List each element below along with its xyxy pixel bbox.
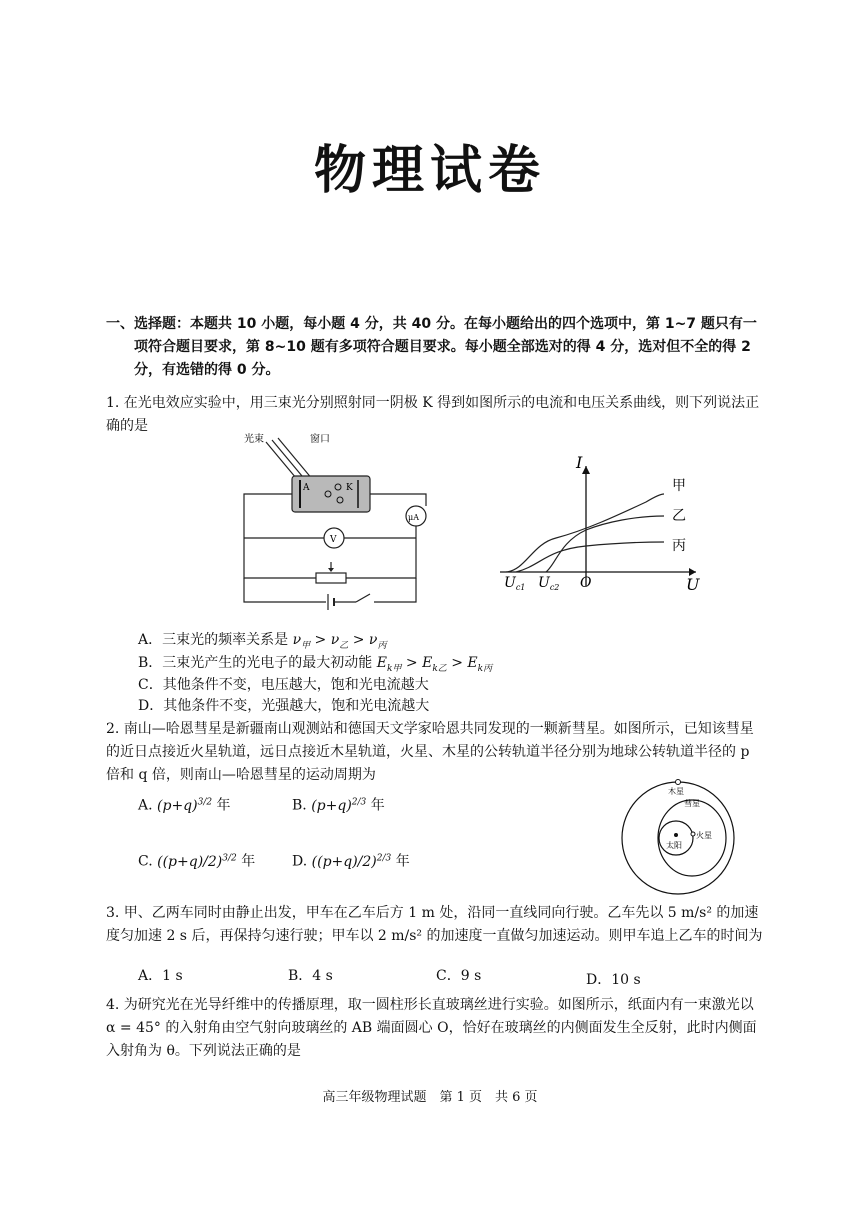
q1-option-c[interactable]: C．其他条件不变，电压越大，饱和光电流越大 xyxy=(138,677,429,693)
jupiter-orbit xyxy=(622,782,734,894)
section-instructions: 一、选择题：本题共 10 小题，每小题 4 分，共 40 分。在每小题给出的四个选项中，第 1~7 题只有一项符合题目要求，第 8~10 题有多项符合题目要求。每小题全部选对的得 4 分，选对但不全的得 2 分，有选错的得 0 分。 xyxy=(106,316,757,378)
q2-option-c-formula: $((p+q)/2)^{3/2}$ xyxy=(157,853,237,870)
uc1-label: $U_{c1}$ xyxy=(504,575,526,592)
q2-option-d[interactable] xyxy=(292,848,410,872)
question-2-stem: 2. 南山—哈恩彗星是新疆南山观测站和德国天文学家哈恩共同发现的一颗新彗星。如图所示，已知该彗星的近日点接近火星轨道，远日点接近木星轨道，火星、木星的公转轨道半径分别为地球公转轨道半径的 p 倍和 q 倍，则南山—哈恩彗星的运动周期为 xyxy=(106,721,754,783)
q2-option-a-unit: 年 xyxy=(216,797,231,814)
q1-option-b-formula: $E_{k甲} > E_{k乙} > E_{k丙}$ xyxy=(376,655,493,674)
window-label: 窗口 xyxy=(310,434,330,445)
sun-label: 太阳 xyxy=(666,841,682,850)
q2-option-d-formula: $((p+q)/2)^{2/3}$ xyxy=(311,853,392,870)
jupiter-label: 木星 xyxy=(668,787,684,796)
q1-option-a-text: A．三束光的频率关系是 xyxy=(138,632,289,648)
q3-option-b[interactable]: B．4 s xyxy=(288,968,333,984)
uc2-label: $U_{c2}$ xyxy=(538,575,560,592)
beam-label: 光束 xyxy=(244,434,264,445)
photoelectric-circuit-diagram xyxy=(236,430,436,614)
q2-option-a-label: A. xyxy=(138,797,153,814)
section-heading xyxy=(106,313,766,382)
sun xyxy=(674,833,678,837)
x-axis-label: U xyxy=(686,575,700,592)
mars-label: 火星 xyxy=(696,831,712,840)
q2-option-d-unit: 年 xyxy=(395,853,410,870)
q2-option-a[interactable] xyxy=(138,792,231,816)
cathode-label: K xyxy=(346,483,353,493)
ammeter-label: μA xyxy=(408,513,419,522)
q1-option-b-text: B．三束光产生的光电子的最大初动能 xyxy=(138,655,373,671)
q2-option-c-label: C. xyxy=(138,853,153,870)
curve-jia xyxy=(506,494,664,572)
curve-yi-label: 乙 xyxy=(672,508,686,524)
comet-orbit xyxy=(658,800,726,876)
q2-option-b-label: B. xyxy=(292,797,307,814)
q3-option-d[interactable]: D．10 s xyxy=(586,972,641,988)
q2-option-c-unit: 年 xyxy=(241,853,256,870)
curve-jia-label: 甲 xyxy=(672,478,686,494)
curve-bing-label: 丙 xyxy=(672,538,686,554)
q2-option-b-formula: $(p+q)^{2/3}$ xyxy=(311,797,367,814)
q3-option-a[interactable]: A．1 s xyxy=(138,968,183,984)
page-footer: 高三年级物理试题 第 1 页 共 6 页 xyxy=(322,1090,538,1105)
y-axis-label: I xyxy=(576,453,583,472)
q2-option-c[interactable] xyxy=(138,848,255,872)
q3-option-c[interactable]: C．9 s xyxy=(436,968,482,984)
rheostat xyxy=(316,573,346,583)
anode-label: A xyxy=(303,483,310,493)
question-1-stem: 1. 在光电效应实验中，用三束光分别照射同一阴极 K 得到如图所示的电流和电压关系曲线，则下列说法正确的是 xyxy=(106,395,760,434)
q1-option-a-formula: $\nu_甲 > \nu_乙 > \nu_丙$ xyxy=(292,632,387,651)
comet-orbit-diagram xyxy=(618,776,740,898)
page-title: 物理试卷 xyxy=(313,141,546,201)
q1-option-a[interactable] xyxy=(138,630,386,656)
question-3-stem: 3. 甲、乙两车同时由静止出发，甲车在乙车后方 1 m 处，沿同一直线同向行驶。乙车先以 5 m/s² 的加速度匀加速 2 s 后，再保持匀速行驶；甲车以 2 m/s² 的加速度一直做匀加速运动。则甲车追上乙车的时间为 xyxy=(106,905,763,944)
q2-option-b-unit: 年 xyxy=(370,797,385,814)
question-4-stem: 4. 为研究光在光导纤维中的传播原理，取一圆柱形长直玻璃丝进行实验。如图所示，纸面内有一束激光以 α = 45° 的入射角由空气射向玻璃丝的 AB 端面圆心 O，恰好在玻璃丝的内侧面发生全反射，此时内侧面入射角为 θ。下列说法正确的是 xyxy=(106,997,757,1059)
voltmeter-label: V xyxy=(330,535,337,545)
q2-option-a-formula: $(p+q)^{3/2}$ xyxy=(157,797,213,814)
current-voltage-graph xyxy=(496,446,706,592)
origin-label: O xyxy=(580,575,592,591)
curve-bing xyxy=(516,542,664,572)
comet-label: 彗星 xyxy=(684,799,700,808)
q2-option-d-label: D. xyxy=(292,853,308,870)
q1-option-d[interactable]: D．其他条件不变，光强越大，饱和光电流越大 xyxy=(138,698,430,714)
q2-option-b[interactable] xyxy=(292,792,385,816)
